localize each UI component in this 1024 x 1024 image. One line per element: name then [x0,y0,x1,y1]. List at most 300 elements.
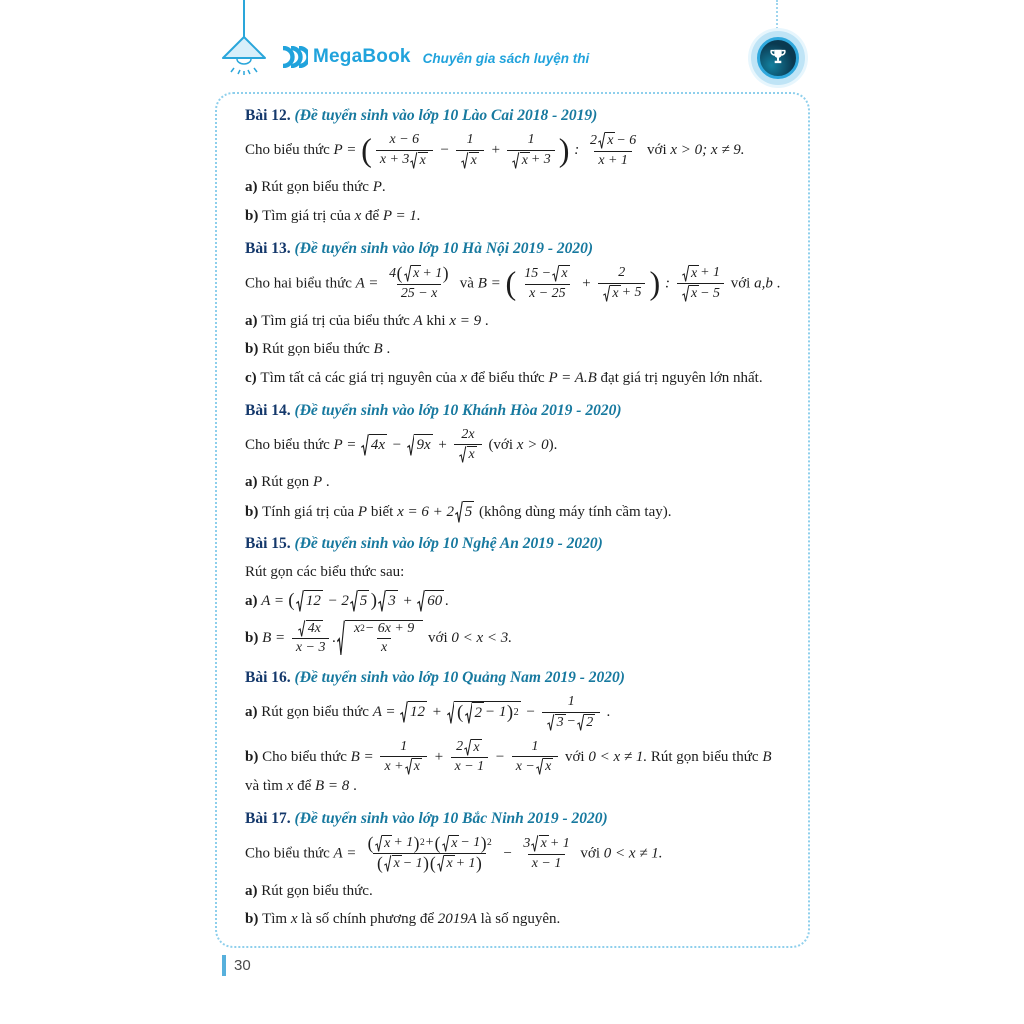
denominator [598,283,645,302]
denominator [397,284,442,302]
math-text: x [690,286,698,302]
math-text: x [473,739,480,755]
math-line [245,832,782,874]
radicand [414,434,432,457]
fraction [677,265,724,303]
numerator [677,265,724,283]
square-root [459,446,476,463]
text: Cho biểu thức [245,845,334,862]
text: . [381,179,386,196]
item-label: b) [245,503,263,520]
square-root [417,590,444,613]
radical-icon [447,701,455,725]
text: Cho biểu thức [245,142,334,159]
radical-icon [298,620,305,637]
item-label: a) [245,312,262,329]
radical-icon [459,446,466,463]
item-label: b) [245,341,263,358]
radical-icon [603,285,610,302]
math-line [245,177,782,199]
math-text: x [540,836,547,852]
megabook-logo [280,46,589,68]
square-root [682,285,699,302]
square-root [598,132,615,149]
radical-icon [461,152,468,169]
denominator [373,853,487,872]
paren: ( [288,590,295,612]
math-text: 0 < x ≠ 1. [588,748,648,765]
radicand [555,714,566,731]
math-text: x − 3 [295,640,326,656]
math-text: : [570,142,584,159]
math-text: 0 < x < 3. [451,629,513,646]
radicand [472,702,484,725]
square-root [512,152,529,169]
radical-icon [337,620,345,657]
radicand [559,265,569,282]
problem-source: (Đề tuyển sinh vào lớp 10 Bắc Ninh 2019 - 2020) [294,809,608,827]
radical-icon [536,758,543,775]
math-line [245,739,782,798]
radicand [392,855,402,872]
math-text: 60 [427,593,443,610]
square-root [447,701,521,725]
item-label: a) [245,179,262,196]
math-text: x [381,640,388,656]
square-root [577,714,595,731]
problem-heading [245,106,782,126]
problem-number: Bài 14. [245,401,295,419]
math-text: x [419,152,426,168]
math-text: 2019A [437,911,477,928]
problem-source: (Đề tuyển sinh vào lớp 10 Lào Cai 2018 - 2019) [294,107,598,124]
problem-heading [245,401,782,421]
fraction [376,132,433,169]
math-text: . [603,703,611,720]
denominator [594,151,632,169]
paren: ( [429,853,436,874]
fraction [380,739,427,776]
page-number-bar [222,955,226,976]
math-text: 2x [461,426,475,442]
radical-icon [547,714,554,731]
math-text: x [545,759,552,775]
fraction [586,132,640,169]
paren: ) [476,853,482,874]
square-root [298,620,322,637]
math-text: x [413,266,420,282]
problem-number: Bài 12. [245,107,295,124]
fraction [363,832,496,874]
math-text: x [393,856,400,872]
numerator [386,132,424,149]
radicand [471,739,481,756]
math-line [245,590,782,613]
radicand [543,758,553,775]
square-root [337,620,423,657]
text: đạt giá trị nguyên lớn nhất. [596,370,763,387]
radical-icon [531,835,538,852]
math-text: B [373,341,383,358]
text: (với [484,436,517,453]
math-text: 2 [456,739,464,755]
problem-heading [245,668,782,688]
math-line [245,206,782,228]
math-text: + 1 [549,835,570,851]
superscript: 2 [487,837,492,848]
math-text: 4 [389,265,397,281]
radical-icon [455,501,463,524]
math-text: − [435,142,454,159]
radicand [539,835,549,852]
math-text: 3 [556,714,564,730]
text: Rút gọn biểu thức [647,748,763,765]
math-text: x = 9 [449,312,482,329]
radicand [610,285,620,302]
square-root [437,855,454,872]
radical-icon [400,701,408,724]
radicand [418,152,428,169]
math-text: A = [372,703,400,720]
math-text: + 1 [700,265,720,281]
paren: ) [480,832,487,853]
math-text: x + 1 [598,152,628,168]
math-text: A = [261,593,288,610]
radicand [382,835,392,852]
math-text: + [398,593,417,610]
numerator [452,739,486,757]
paren: ) [370,590,377,612]
math-text: 2 [474,704,482,721]
problem-heading [245,809,782,829]
square-root [442,835,459,852]
math-text: 15 − [524,265,552,281]
radical-icon [598,132,605,149]
problem-block [245,106,782,228]
math-text: x [470,152,477,168]
math-text: − [498,845,517,862]
math-text: a,b [754,275,773,292]
math-line [245,339,782,361]
text: để [293,777,316,794]
square-root [384,855,401,872]
radicand [584,714,595,731]
math-text: 1 [567,694,575,710]
text: Tìm tất cả các giá trị nguyên của [260,370,461,387]
math-text: + 3 [530,152,551,168]
problem-source: (Đề tuyển sinh vào lớp 10 Hà Nội 2019 - 2020) [294,239,594,257]
math-line [245,562,782,584]
math-line [245,265,782,303]
math-text: x − 1 [454,759,485,775]
text: Rút gọn biểu thức [261,703,373,720]
problem-number: Bài 15. [245,535,295,553]
paren: ( [396,263,403,284]
radical-icon [405,758,412,775]
numerator [528,739,543,756]
problem-source: (Đề tuyển sinh vào lớp 10 Quảng Nam 2019 - 2020) [294,668,625,686]
problem-source: (Đề tuyển sinh vào lớp 10 Nghệ An 2019 - 2020) [294,535,603,553]
fraction [454,427,481,464]
radicand [605,132,615,149]
math-text: 5 [359,593,368,610]
radicand [411,265,421,282]
math-text: − [388,436,406,453]
numerator [463,132,478,149]
radicand [345,620,423,657]
math-text: x [521,152,528,168]
math-text: x [451,835,458,851]
math-text: 3 [388,593,396,610]
math-text: − 2 [323,593,349,610]
denominator [525,284,570,302]
math-text: 1 [400,738,408,754]
math-text: − 1 [484,704,507,721]
radical-icon [384,855,391,872]
math-text: x [468,447,475,463]
square-root [410,152,427,169]
text: với [726,275,755,292]
denominator [677,283,724,302]
math-line [245,909,782,931]
problem-heading [245,239,782,259]
math-text: x − [515,758,535,774]
radical-icon [437,855,444,872]
radical-icon [375,835,382,852]
problem-block [245,809,782,932]
problem-source: (Đề tuyển sinh vào lớp 10 Khánh Hòa 2019 - 2020) [294,401,622,419]
paren: ) [413,832,420,853]
square-root [407,434,433,457]
text: Tìm [262,911,291,928]
math-text: B = [262,629,289,646]
problem-block [245,534,782,657]
radical-icon [410,152,417,169]
square-root [547,714,565,731]
math-text: − 6x + 9 [364,621,415,637]
math-text: x > 0 [516,436,549,453]
square-root [378,590,397,613]
radical-icon [512,152,519,169]
fraction [519,835,573,872]
problem-number: Bài 13. [245,239,295,257]
text: . [481,312,489,329]
square-root [400,701,427,724]
math-line [245,132,782,169]
math-text: x [286,777,294,794]
numerator [564,694,579,711]
radical-icon [296,590,304,613]
paren: ( [377,853,383,874]
square-root [603,285,620,302]
math-text: − 6 [616,132,637,148]
radicand [386,590,398,613]
math-text: − 1 [460,835,481,851]
radicand [425,590,444,613]
text: . [349,777,357,794]
radical-icon [417,590,425,613]
denominator [456,150,483,169]
superscript: 2 [513,706,519,718]
numerator [293,620,327,638]
numerator [385,265,453,283]
text: ). [548,436,558,453]
trophy-icon [757,37,799,79]
denominator [376,150,433,169]
square-root [461,152,478,169]
logo-tagline: Chuyên gia sách luyện thi [422,51,590,66]
fraction [598,265,645,302]
math-text: x + [384,758,404,774]
square-root [682,265,699,282]
denominator [292,638,330,656]
radical-icon [552,265,559,282]
math-text: x [446,856,453,872]
radical-icon [682,285,689,302]
radicand [412,758,422,775]
page-number: 30 [234,957,251,974]
denominator [451,757,489,775]
math-text: + 5 [621,285,642,301]
text: với [643,142,671,159]
item-label: b) [245,629,263,646]
math-line [245,311,782,333]
math-text: 0 < x ≠ 1. [603,845,663,862]
math-text: − [491,748,509,765]
math-text: A = [355,275,383,292]
math-text: 5 [464,503,473,520]
numerator [524,132,539,149]
big-paren: ) [649,264,661,301]
denominator [377,638,391,656]
problems-panel [215,92,810,948]
math-text: − [566,714,576,730]
text: Tính giá trị của [262,503,358,520]
radical-icon [404,265,411,282]
square-root [296,590,323,613]
paren: ) [506,701,514,723]
math-text: 1 [531,738,539,754]
math-text: 3 [523,835,531,851]
math-text: 12 [410,704,426,721]
math-line [245,427,782,464]
problem-number: Bài 16. [245,668,295,686]
page-footer [222,955,251,976]
radicand [689,285,699,302]
math-text: . [445,593,449,610]
text: với [424,629,452,646]
square-root [531,835,548,852]
superscript: 2 [360,623,365,634]
square-root [536,758,553,775]
radicand [469,152,479,169]
math-text: P = 1. [382,207,421,224]
text: khi [422,312,450,329]
numerator [519,835,573,853]
problem-block [245,239,782,390]
radicand [454,701,520,725]
math-line [245,501,782,524]
math-text: x [384,835,391,851]
text: Tìm giá trị của [262,207,355,224]
radicand [306,620,323,637]
math-text: x − 6 [389,132,420,148]
text: Cho biểu thức [262,748,351,765]
math-text: x = 6 + 2 [397,503,454,520]
square-root [464,739,481,756]
big-paren: ( [505,264,517,301]
math-text: : [661,275,674,292]
square-root [552,265,569,282]
text: để biểu thức [467,370,549,387]
radical-icon [378,590,386,613]
math-text: P [312,473,323,490]
square-root [361,434,387,457]
math-text: + 1 [422,265,443,281]
math-text: B [762,748,772,765]
math-text: + [429,748,448,765]
square-root [404,265,421,282]
denominator [380,756,427,775]
item-label: a) [245,703,262,720]
text: Rút gọn biểu thức. [261,882,373,899]
trophy-badge-icon [751,31,805,85]
text: biết [367,503,398,520]
text: là số nguyên. [476,911,561,928]
math-text: x − 25 [529,285,566,301]
denominator [542,712,600,731]
text: Cho biểu thức [245,436,334,453]
radical-icon [407,434,415,457]
item-label: b) [245,207,263,224]
denominator [512,756,559,775]
math-text: 1 [466,132,474,148]
math-text: x − 1 [531,855,562,871]
logo-arcs-icon [280,46,308,68]
math-text: + 1 [393,835,414,851]
math-text: + [433,436,452,453]
math-text: x [690,265,698,281]
math-text: P [357,503,368,520]
text: . [322,473,330,490]
math-text: x [612,285,619,301]
text: và [456,275,478,292]
radical-icon [350,590,358,613]
math-text: + 1 [455,855,476,871]
text: Rút gọn các biểu thức sau: [245,563,405,580]
badge-dotted-line [776,0,778,33]
paren: ) [442,263,449,284]
square-root [350,590,369,613]
math-text: A [413,312,423,329]
fraction [512,739,559,776]
math-text: A = [333,845,361,862]
radicand [467,446,477,463]
problem-number: Bài 17. [245,809,295,827]
fraction [520,265,574,302]
math-text: P = A.B [548,370,597,387]
radicand [444,855,454,872]
math-text: P = [333,436,361,453]
text: Rút gọn [261,473,313,490]
text: Tìm giá trị của biểu thức [261,312,414,329]
radicand [304,590,323,613]
text: (không dùng máy tính cầm tay). [475,503,672,520]
math-line [245,881,782,903]
item-label: b) [245,748,263,765]
superscript: 2 [419,837,425,848]
numerator [396,739,411,756]
